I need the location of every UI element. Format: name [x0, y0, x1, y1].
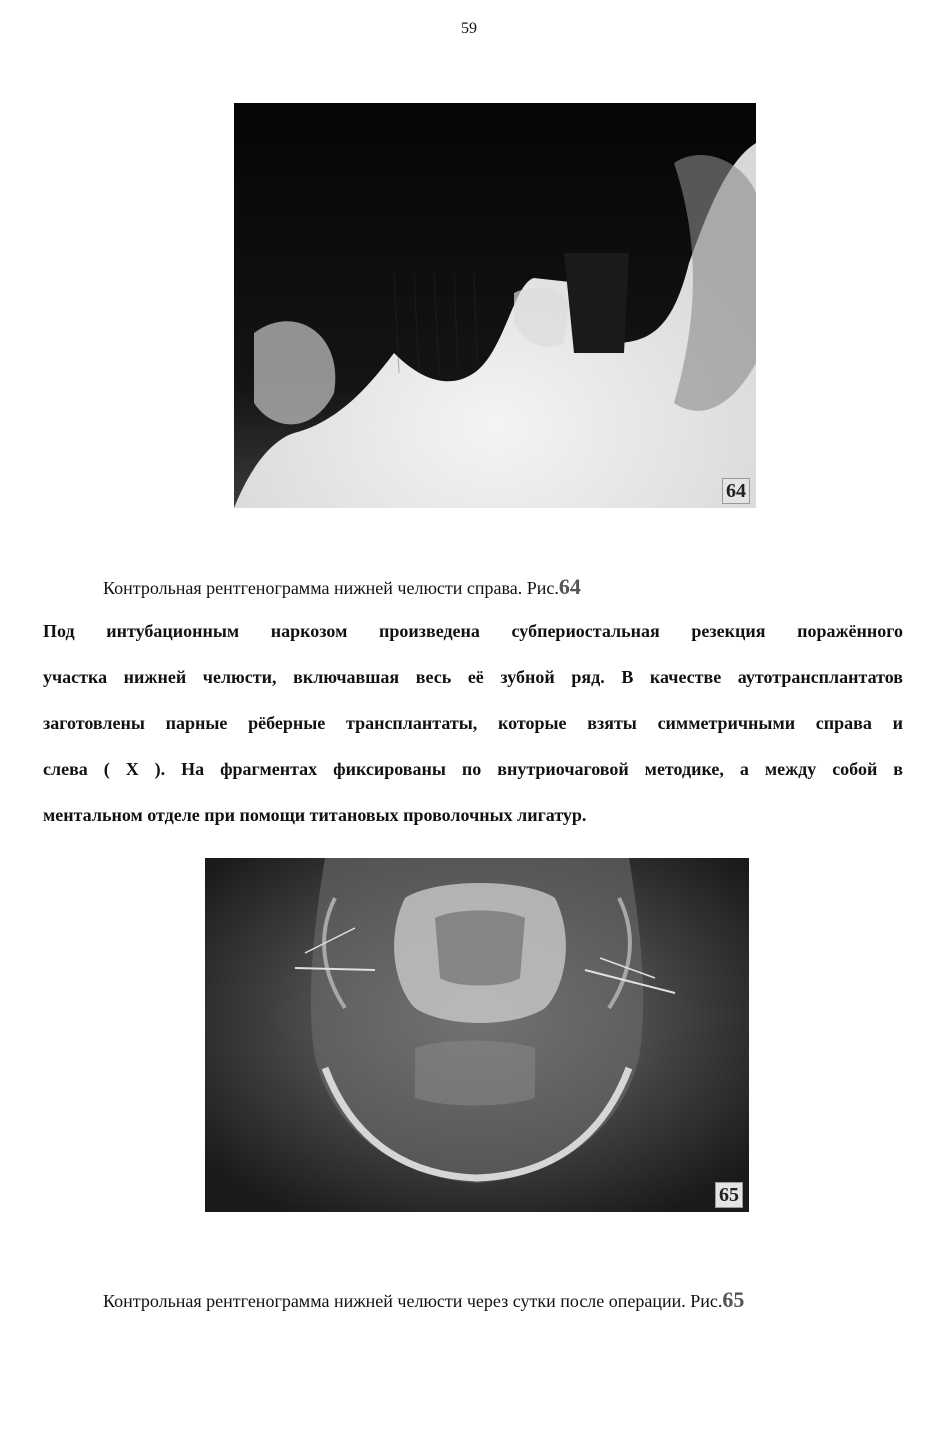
body-paragraph — [43, 608, 903, 838]
figure-caption-64 — [103, 574, 581, 600]
paragraph-line: заготовлены парные рёберные трансплантаты, которые взяты симметричными справа и — [43, 713, 903, 733]
xray-image-65 — [205, 858, 749, 1212]
figure-number-65: 65 — [715, 1182, 743, 1208]
paragraph-line: участка нижней челюсти, включавшая весь её зубной ряд. В качестве аутотрансплантатов — [43, 667, 903, 687]
figure-number-64: 64 — [722, 478, 750, 504]
xray-image-64 — [234, 103, 756, 508]
paragraph-line: Под интубационным наркозом произведена субпериостальная резекция поражённого — [43, 621, 903, 641]
page-number: 59 — [461, 20, 477, 37]
caption-number-65: 65 — [722, 1287, 745, 1312]
figure-caption-65 — [103, 1287, 744, 1313]
paragraph-line: слева ( X ). На фрагментах фиксированы по внутриочаговой методике, а между собой в — [43, 759, 903, 779]
caption-text-65: Контрольная рентгенограмма нижней челюсти через сутки после операции. Рис. — [103, 1291, 723, 1311]
caption-text-64: Контрольная рентгенограмма нижней челюсти справа. Рис. — [103, 578, 559, 598]
caption-number-64: 64 — [558, 574, 581, 599]
paragraph-line: ментальном отделе при помощи титановых проволочных лигатур. — [43, 805, 587, 825]
